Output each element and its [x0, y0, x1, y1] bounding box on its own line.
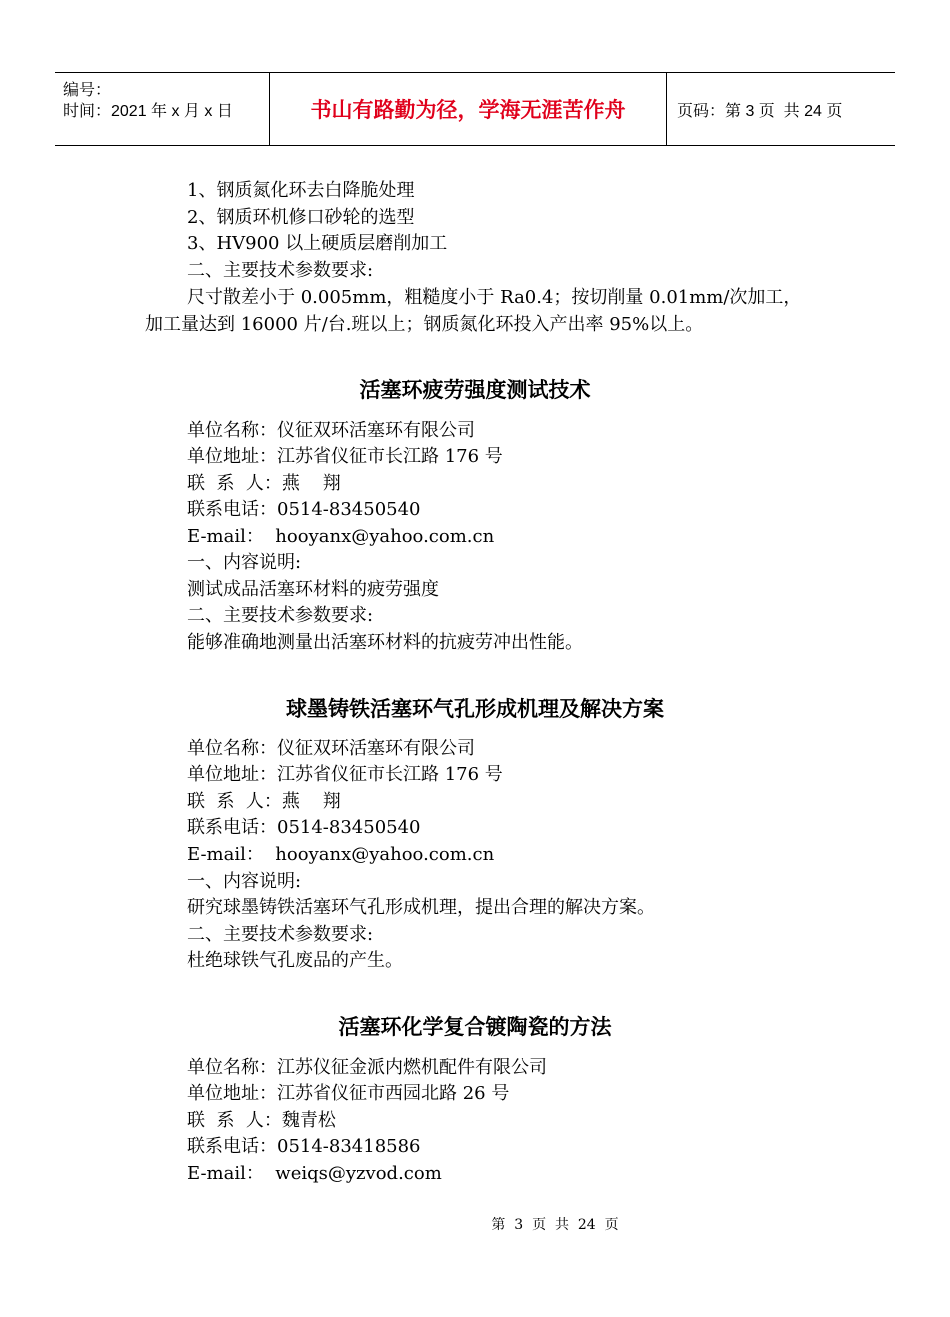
unit-address: 单位地址：江苏省仪征市长江路 176 号: [187, 764, 503, 785]
contact-email: E-mail： hooyanx@yahoo.com.cn: [187, 844, 495, 865]
document-time-label: 时间：2021 年 x 月 x 日: [63, 103, 233, 120]
contact-person: 联 系 人：燕 翔: [187, 791, 341, 812]
requirement-heading: 二、主要技术参数要求:: [187, 605, 374, 626]
contact-person: 联 系 人：魏青松: [187, 1110, 336, 1131]
contact-phone: 联系电话：0514-83418586: [187, 1136, 421, 1157]
intro-item-1: 1、钢质氮化环去白降脆处理: [187, 180, 415, 201]
section-title: 活塞环化学复合镀陶瓷的方法: [338, 1015, 612, 1039]
unit-name: 单位名称：江苏仪征金派内燃机配件有限公司: [187, 1057, 547, 1078]
content-heading: 一、内容说明:: [187, 871, 302, 892]
content-heading: 一、内容说明:: [187, 552, 302, 573]
content-text: 测试成品活塞环材料的疲劳强度: [187, 579, 439, 600]
intro-item-3: 3、HV900 以上硬质层磨削加工: [187, 233, 448, 254]
requirement-text: 能够准确地测量出活塞环材料的抗疲劳冲出性能。: [187, 632, 583, 653]
intro-req-heading: 二、主要技术参数要求:: [187, 260, 374, 281]
header-motto: 书山有路勤为径，学海无涯苦作舟: [269, 73, 667, 145]
header-left-cell: [55, 73, 269, 145]
contact-phone: 联系电话：0514-83450540: [187, 817, 421, 838]
intro-req-line-2: 加工量达到 16000 片/台.班以上；钢质氮化环投入产出率 95%以上。: [145, 314, 704, 335]
unit-address: 单位地址：江苏省仪征市西园北路 26 号: [187, 1083, 510, 1104]
intro-item-2: 2、钢质环机修口砂轮的选型: [187, 207, 415, 228]
header-page-number: 页码：第 3 页 共 24 页: [677, 102, 843, 120]
content-text: 研究球墨铸铁活塞环气孔形成机理，提出合理的解决方案。: [187, 897, 655, 918]
requirement-text: 杜绝球铁气孔废品的产生。: [187, 950, 403, 971]
unit-name: 单位名称：仪征双环活塞环有限公司: [187, 420, 475, 441]
page-header: [55, 72, 895, 146]
page-footer: 第 3 页 共 24 页: [491, 1217, 619, 1233]
document-code-label: 编号：: [63, 82, 112, 99]
intro-req-line-1: 尺寸散差小于 0.005mm，粗糙度小于 Ra0.4；按切削量 0.01mm/次加工，: [187, 287, 802, 308]
contact-person: 联 系 人：燕 翔: [187, 473, 341, 494]
contact-email: E-mail： hooyanx@yahoo.com.cn: [187, 526, 495, 547]
contact-phone: 联系电话：0514-83450540: [187, 499, 421, 520]
requirement-heading: 二、主要技术参数要求:: [187, 924, 374, 945]
unit-name: 单位名称：仪征双环活塞环有限公司: [187, 738, 475, 759]
section-title: 活塞环疲劳强度测试技术: [359, 378, 591, 402]
contact-email: E-mail： weiqs@yzvod.com: [187, 1163, 442, 1184]
unit-address: 单位地址：江苏省仪征市长江路 176 号: [187, 446, 503, 467]
section-title: 球墨铸铁活塞环气孔形成机理及解决方案: [286, 697, 664, 721]
